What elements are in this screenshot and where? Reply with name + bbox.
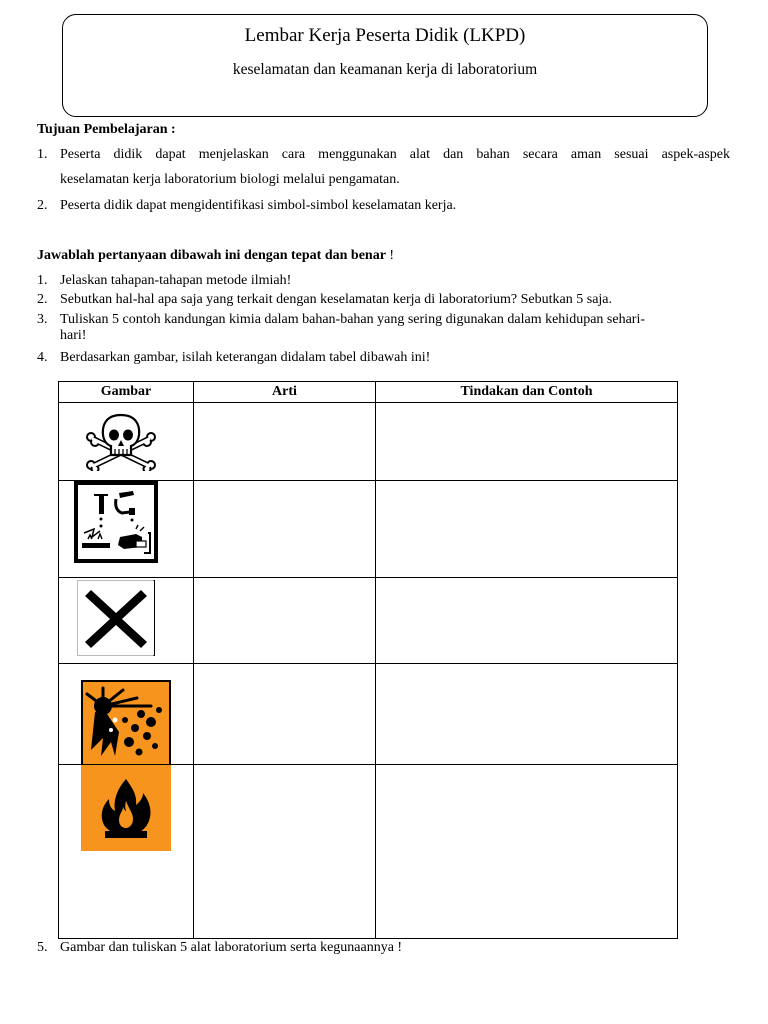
table-row	[59, 664, 678, 765]
image-cell	[59, 578, 194, 664]
question-text: Sebutkan hal-hal apa saja yang terkait dengan keselamatan kerja di laboratorium? Sebutkan 5 saja.	[60, 292, 613, 307]
question-text	[60, 312, 727, 344]
objective-item	[37, 147, 730, 191]
tindakan-cell[interactable]	[376, 481, 678, 578]
question-number: 4.	[37, 350, 48, 365]
objectives-heading: Tujuan Pembelajaran :	[37, 122, 176, 137]
question-item	[37, 292, 730, 312]
tindakan-cell[interactable]	[376, 403, 678, 481]
question-text: Gambar dan tuliskan 5 alat laboratorium serta kegunaannya !	[60, 940, 403, 955]
question-item	[37, 312, 727, 350]
column-header-tindakan: Tindakan dan Contoh	[376, 382, 678, 403]
question-line: hari!	[60, 328, 87, 343]
arti-cell[interactable]	[194, 664, 376, 765]
image-cell	[59, 765, 194, 939]
objective-line: Peserta didik dapat menjelaskan cara menggunakan alat dan bahan secara aman sesuai aspek-aspek	[60, 147, 730, 162]
header-box	[62, 14, 708, 117]
objective-line: keselamatan kerja laboratorium biologi melalui pengamatan.	[60, 172, 400, 187]
question-number: 5.	[37, 940, 48, 955]
arti-cell[interactable]	[194, 481, 376, 578]
flammable-icon	[81, 765, 171, 851]
arti-cell[interactable]	[194, 403, 376, 481]
questions-heading-text: Jawablah pertanyaan dibawah ini dengan tepat dan benar	[37, 248, 386, 263]
table-row	[59, 578, 678, 664]
column-header-arti: Arti	[194, 382, 376, 403]
corrosive-icon	[74, 481, 158, 563]
page-title: Lembar Kerja Peserta Didik (LKPD)	[244, 25, 526, 46]
image-cell	[59, 664, 194, 765]
tindakan-cell[interactable]	[376, 578, 678, 664]
image-cell	[59, 481, 194, 578]
table-header-row	[59, 382, 678, 403]
questions-heading-excl: !	[385, 248, 395, 263]
question-item	[37, 273, 730, 293]
questions-heading	[37, 248, 394, 264]
question-number: 3.	[37, 312, 48, 327]
tindakan-cell[interactable]	[376, 765, 678, 939]
explosive-icon	[81, 680, 171, 766]
symbols-table	[58, 381, 678, 939]
question-text: Jelaskan tahapan-tahapan metode ilmiah!	[60, 273, 292, 288]
table-row	[59, 403, 678, 481]
question-line: Tuliskan 5 contoh kandungan kimia dalam bahan-bahan yang sering digunakan dalam kehidupan sehari-	[60, 312, 645, 327]
arti-cell[interactable]	[194, 765, 376, 939]
tindakan-cell[interactable]	[376, 664, 678, 765]
question-text: Berdasarkan gambar, isilah keterangan didalam tabel dibawah ini!	[60, 350, 431, 365]
objective-number: 2.	[37, 198, 48, 213]
table-row	[59, 765, 678, 939]
column-header-gambar: Gambar	[59, 382, 194, 403]
objective-text: Peserta didik dapat mengidentifikasi simbol-simbol keselamatan kerja.	[60, 198, 457, 213]
question-item	[37, 940, 730, 960]
question-number: 2.	[37, 292, 48, 307]
page-subtitle: keselamatan dan keamanan kerja di laboratorium	[232, 61, 538, 78]
table-row	[59, 481, 678, 578]
question-number: 1.	[37, 273, 48, 288]
objective-number: 1.	[37, 147, 48, 162]
harmful-x-icon	[77, 580, 155, 656]
question-item	[37, 350, 730, 370]
arti-cell[interactable]	[194, 578, 376, 664]
objective-item	[37, 198, 730, 218]
image-cell	[59, 403, 194, 481]
objective-text	[60, 147, 730, 188]
skull-crossbones-icon	[86, 413, 156, 471]
